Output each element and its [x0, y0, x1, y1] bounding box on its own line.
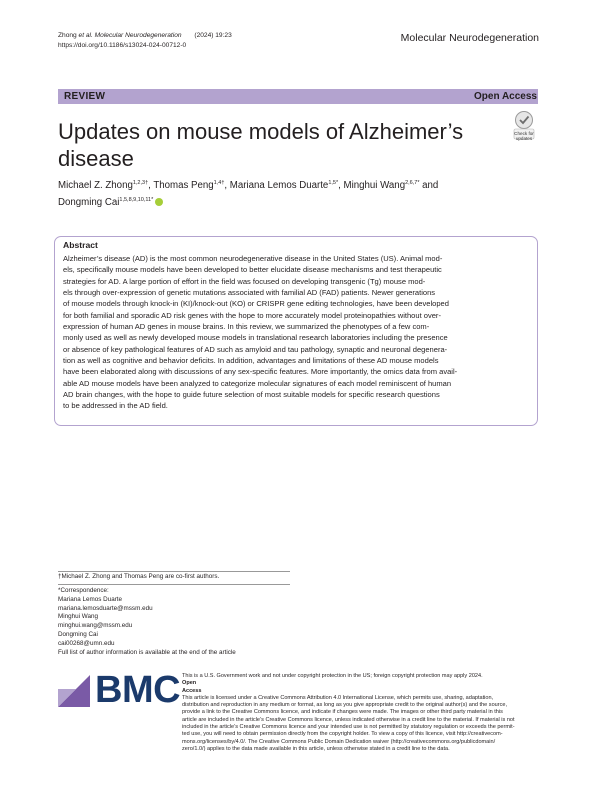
abstract-heading: Abstract [63, 240, 98, 250]
citation-year-volume: (2024) 19:23 [194, 32, 232, 39]
abstract-body [63, 253, 533, 412]
author-affiliation: 2,6,7* [405, 180, 420, 186]
license-line: provide a link to the Creative Commons licence, and indicate if changes were made. The images or other third party material in this [182, 709, 503, 716]
abstract-line: for both familial and sporadic AD risk genes with the hope to more accurately model proteinopathies without over- [63, 310, 441, 320]
license-statement [182, 673, 540, 753]
footnote-divider [58, 571, 290, 572]
open-access-label: Open Access [474, 91, 537, 102]
correspondent-email[interactable]: cai00268@umn.edu [58, 639, 115, 647]
license-line[interactable]: ted use, you will need to obtain permission directly from the copyright holder. To view a copy of this licence, visit http://creativecom- [182, 731, 503, 738]
article-type-label: REVIEW [64, 91, 106, 102]
abstract-line: Alzheimer’s disease (AD) is the most common neurodegenerative disease in the United States (US). Animal mod- [63, 254, 443, 263]
abstract-line: expression of human AD genes in mouse brains. In this review, we summarized the phenotypes of a few com- [63, 322, 430, 332]
author-info-note: Full list of author information is available at the end of the article [58, 648, 236, 656]
cofirst-note-text: †Michael Z. Zhong and Thomas Peng are co-first authors. [58, 573, 220, 580]
journal-name: Molecular Neurodegeneration [400, 32, 539, 44]
license-line-1: This is a U.S. Government work and not under copyright protection in the US; foreign copyright protection may apply 2024. Open [182, 673, 483, 687]
author-affiliation: 1,4† [213, 180, 225, 186]
author-list: Michael Z. Zhong$^{1,2,3\dagger}$, Thomas Peng$^{1,4\dagger}$, Mariana Lemos Duarte$^{1,5*}$, Minghui Wang$^{2,6,7*}$ and Dongming Cai$^{1,5,8,9,10,11*}$ [58, 180, 439, 208]
abstract-line: tion as well as cognitive and behavior deficits. In addition, advantages and limitations of these AD mouse models [63, 356, 439, 366]
author-name[interactable]: Minghui Wang [343, 180, 406, 191]
publisher-logo-text: BMC [95, 669, 181, 711]
doi-link[interactable]: https://doi.org/10.1186/s13024-024-00712-0 [58, 41, 187, 49]
license-line[interactable]: mons.org/licenses/by/4.0/. The Creative Commons Public Domain Dedication waiver (http://creativecommons.org/publicdomain/ [182, 738, 496, 745]
license-line: zero/1.0/) applies to the data made available in this article, unless otherwise stated in a credit line to the data. [182, 745, 450, 752]
correspondent-email[interactable]: minghui.wang@mssm.edu [58, 622, 133, 630]
license-line-2: Access This article is licensed under a Creative Commons Attribution 4.0 International License, which permits use, sharing, adaptation, [182, 687, 494, 701]
author-affiliation: 1,5* [328, 180, 339, 186]
abstract-line: els through over-expression of genetic mutations associated with familial AD (FAD) patients. Newer generations [63, 288, 436, 298]
author-name[interactable]: Mariana Lemos Duarte [229, 180, 329, 191]
correspondent-name: Mariana Lemos Duarte [58, 595, 123, 603]
abstract-line: AD brain changes, with the hope to guide future selection of most suitable models for specific research questions [63, 390, 440, 400]
license-line: distribution and reproduction in any medium or format, as long as you give appropriate credit to the original author(s) and the source, [182, 702, 507, 709]
abstract-line: have been elaborated along with discussions of any sex-specific features. More importantly, the omics data from avail- [63, 367, 458, 377]
abstract-line: or absence of key pathological features of AD such as amyloid and tau pathology, synaptic and neuronal degenera- [63, 344, 448, 354]
author-name[interactable]: Michael Z. Zhong [58, 180, 133, 191]
abstract-line: els, specifically mouse models have been developed to better elucidate disease mechanisms and test therapeutic [63, 265, 442, 275]
author-affiliation: 1,5,8,9,10,11* [119, 197, 154, 203]
author-name[interactable]: Thomas Peng [153, 180, 214, 191]
check-for-updates-label: Check for updates [514, 131, 534, 142]
orcid-icon[interactable] [155, 198, 163, 206]
abstract-line: strategies for AD. A large portion of effort in the field was focused on developing transgenic (Tg) mouse mod- [63, 276, 426, 286]
running-header-citation [58, 31, 232, 50]
author-affiliation: 1,2,3† [132, 180, 149, 186]
license-line: included in the article’s Creative Commons licence and your intended use is not permitted by statutory regulation or exceeds the permit- [182, 724, 515, 731]
article-type-bar [58, 89, 538, 104]
license-line: article are included in the article’s Creative Commons licence, unless indicated otherwise in a credit line to the material. If material is not [182, 716, 515, 723]
correspondence-heading: *Correspondence: [58, 587, 109, 594]
citation-author: Zhong [58, 32, 77, 39]
abstract-line: of mouse models through knock-in (KI)/knock-out (KO) or CRISPR gene editing technologies, have been developed [63, 299, 449, 309]
article-title: Updates on mouse models of Alzheimer’s disease [58, 119, 464, 171]
abstract-line: able AD mouse models have been analyzed to categorize molecular signatures of each model reminiscent of human [63, 378, 452, 388]
correspondence-block [58, 587, 236, 657]
footnote-divider [58, 584, 290, 585]
abstract-line: monly used as well as newly developed mouse models in translational research laboratories including the presence [63, 333, 448, 343]
cofirst-author-note [58, 573, 219, 582]
correspondent-email[interactable]: mariana.lemosduarte@mssm.edu [58, 604, 153, 612]
author-name[interactable]: Dongming Cai [58, 197, 120, 208]
correspondent-name: Dongming Cai [58, 630, 98, 638]
correspondent-name: Minghui Wang [58, 613, 99, 621]
abstract-line: to be addressed in the AD field. [63, 401, 168, 411]
bmc-logo-icon [58, 675, 90, 707]
citation-journal: et al. Molecular Neurodegeneration [78, 32, 182, 39]
